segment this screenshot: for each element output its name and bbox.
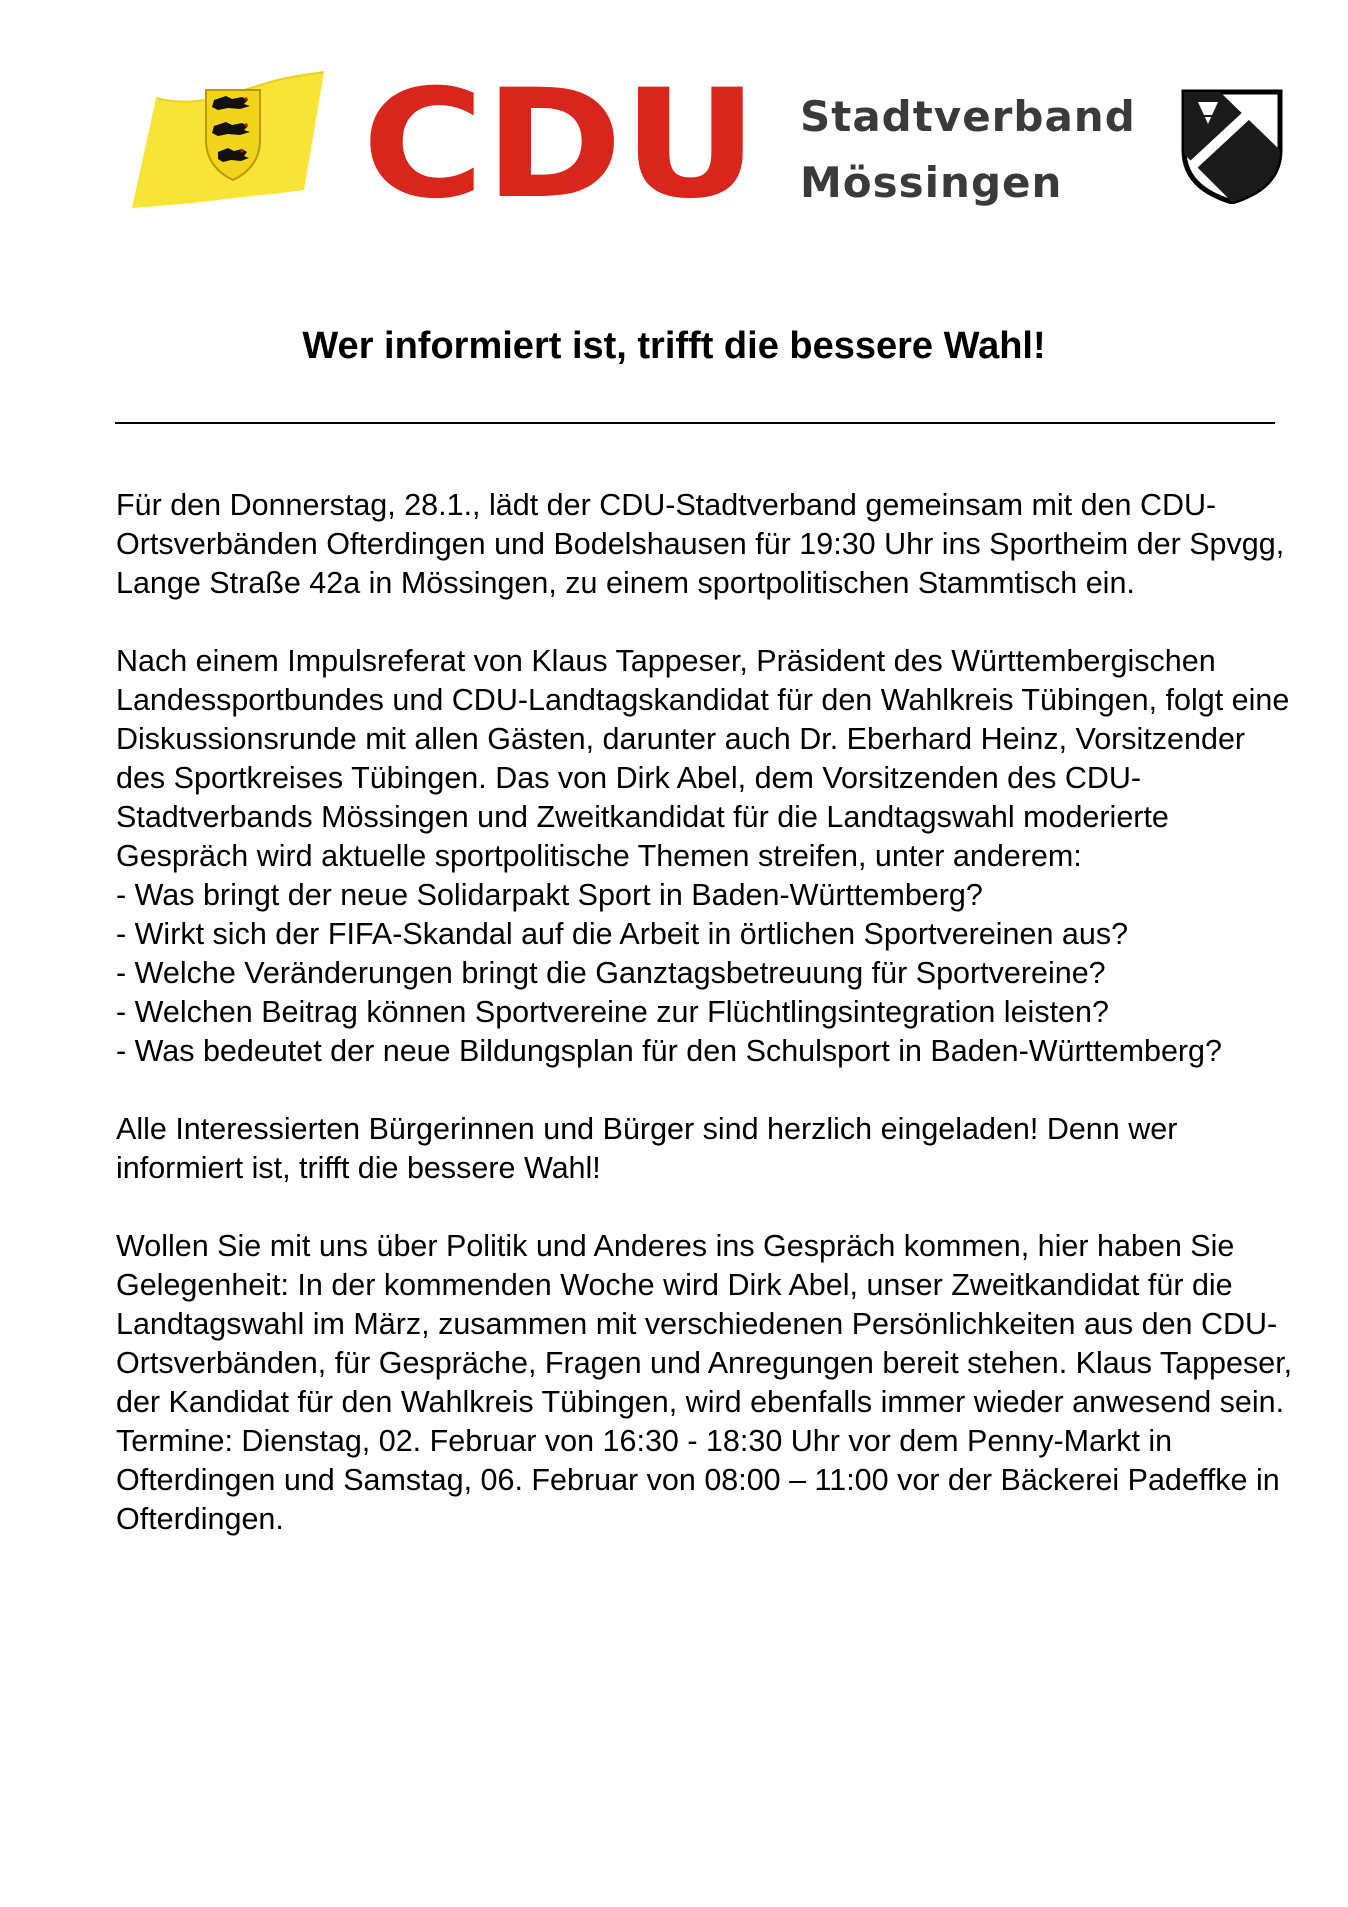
article-body xyxy=(116,486,1296,1578)
list-item: - Wirkt sich der FIFA-Skandal auf die Arbeit in örtlichen Sportvereinen aus? xyxy=(116,917,1129,951)
moessingen-coat-of-arms-icon xyxy=(1180,88,1284,204)
topic-list xyxy=(116,876,1296,1071)
list-item: - Was bringt der neue Solidarpakt Sport in Baden-Württemberg? xyxy=(116,878,983,912)
paragraph-invitation: Für den Donnerstag, 28.1., lädt der CDU-Stadtverband gemeinsam mit den CDU-Ortsverbänden Ofterdingen und Bodelshausen für 19:30 Uhr ins Sportheim der Spvgg, Lange Straße 42a in Mössingen, zu einem sportpolitischen Stammtisch ein. xyxy=(116,488,1285,600)
list-item: - Welchen Beitrag können Sportvereine zur Flüchtlingsintegration leisten? xyxy=(116,995,1109,1029)
paragraph-program: Nach einem Impulsreferat von Klaus Tappeser, Präsident des Württembergischen Landessportbundes und CDU-Landtagskandidat für den Wahlkreis Tübingen, folgt eine Diskussionsrunde mit allen Gästen, darunter auch Dr. Eberhard Heinz, Vorsitzender des Sportkreises Tübingen. Das von Dirk Abel, dem Vorsitzenden des CDU-Stadtverbands Mössingen und Zweitkandidat für die Landtagswahl moderierte Gespräch wird aktuelle sportpolitische Themen streifen, unter anderem: xyxy=(116,644,1290,873)
baden-wuerttemberg-flag-icon xyxy=(128,70,328,210)
list-item: - Welche Veränderungen bringt die Ganztagsbetreuung für Sportvereine? xyxy=(116,956,1106,990)
list-item: - Was bedeutet der neue Bildungsplan für den Schulsport in Baden-Württemberg? xyxy=(116,1034,1222,1068)
org-name xyxy=(800,84,1136,216)
cdu-logo-text: CDU xyxy=(362,78,758,208)
cdu-logo xyxy=(362,78,762,208)
divider xyxy=(115,422,1275,424)
letterhead xyxy=(0,0,1348,230)
org-name-line1: Stadtverband xyxy=(800,92,1136,141)
paragraph-welcome: Alle Interessierten Bürgerinnen und Bürger sind herzlich eingeladen! Denn wer informiert ist, trifft die bessere Wahl! xyxy=(116,1112,1178,1185)
org-name-line2: Mössingen xyxy=(800,158,1063,207)
page-title: Wer informiert ist, trifft die bessere Wahl! xyxy=(302,325,1046,367)
paragraph-appointments: Wollen Sie mit uns über Politik und Anderes ins Gespräch kommen, hier haben Sie Gelegenheit: In der kommenden Woche wird Dirk Abel, unser Zweitkandidat für die Landtagswahl im März, zusammen mit verschiedenen Persönlichkeiten aus den CDU-Ortsverbänden, für Gespräche, Fragen und Anregungen bereit stehen. Klaus Tappeser, der Kandidat für den Wahlkreis Tübingen, wird ebenfalls immer wieder anwesend sein. Termine: Dienstag, 02. Februar von 16:30 - 18:30 Uhr vor dem Penny-Markt in Ofterdingen und Samstag, 06. Februar von 08:00 – 11:00 vor der Bäckerei Padeffke in Ofterdingen. xyxy=(116,1229,1293,1536)
